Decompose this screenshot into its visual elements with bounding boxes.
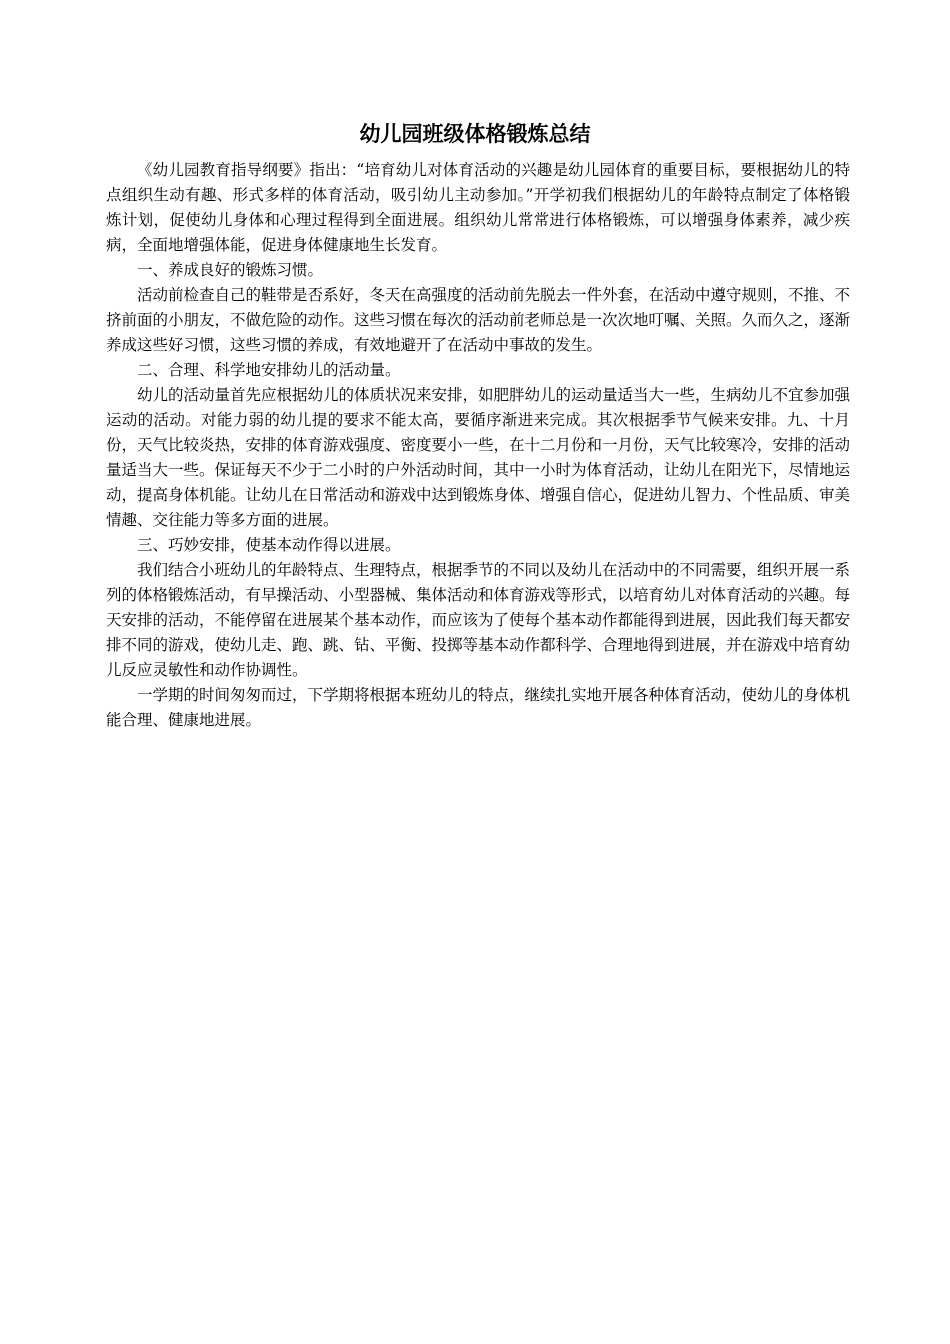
paragraph-section-2: 幼儿的活动量首先应根据幼儿的体质状况来安排，如肥胖幼儿的运动量适当大一些，生病幼儿不宜参加强运动的活动。对能力弱的幼儿提的要求不能太高，要循序渐进来完成。其次根据季节气候来安排。九、十月份，天气比较炎热，安排的体育游戏强度、密度要小一些，在十二月份和一月份，天气比较寒冷，安排的活动量适当大一些。保证每天不少于二小时的户外活动时间，其中一小时为体育活动，让幼儿在阳光下，尽情地运动，提高身体机能。让幼儿在日常活动和游戏中达到锻炼身体、增强自信心，促进幼儿智力、个性品质、审美情趣、交往能力等多方面的进展。 bbox=[106, 386, 851, 529]
document-title: 幼儿园班级体格锻炼总结 bbox=[359, 121, 591, 146]
document-body bbox=[106, 158, 850, 733]
paragraph-conclusion: 一学期的时间匆匆而过，下学期将根据本班幼儿的特点，继续扎实地开展各种体育活动，使幼儿的身体机能合理、健康地进展。 bbox=[106, 686, 851, 729]
section-heading-1: 一、养成良好的锻炼习惯。 bbox=[137, 261, 324, 279]
paragraph-section-3: 我们结合小班幼儿的年龄特点、生理特点，根据季节的不同以及幼儿在活动中的不同需要，组织开展一系列的体格锻炼活动，有早操活动、小型器械、集体活动和体育游戏等形式，以培育幼儿对体育活动的兴趣。每天安排的活动，不能停留在进展某个基本动作，而应该为了使每个基本动作都能得到进展，因此我们每天都安排不同的游戏，使幼儿走、跑、跳、钻、平衡、投掷等基本动作都科学、合理地得到进展，并在游戏中培育幼儿反应灵敏性和动作协调性。 bbox=[106, 561, 851, 679]
paragraph-section-1: 活动前检查自己的鞋带是否系好，冬天在高强度的活动前先脱去一件外套，在活动中遵守规则，不推、不挤前面的小朋友，不做危险的动作。这些习惯在每次的活动前老师总是一次次地叮嘱、关照。久而久之，逐渐养成这些好习惯，这些习惯的养成，有效地避开了在活动中事故的发生。 bbox=[106, 286, 851, 354]
section-heading-2: 二、合理、科学地安排幼儿的活动量。 bbox=[137, 361, 401, 379]
section-heading-3: 三、巧妙安排，使基本动作得以进展。 bbox=[137, 536, 401, 554]
paragraph-intro: 《幼儿园教育指导纲要》指出：“培育幼儿对体育活动的兴趣是幼儿园体育的重要目标，要根据幼儿的特点组织生动有趣、形式多样的体育活动，吸引幼儿主动参加。”开学初我们根据幼儿的年龄特点制定了体格锻炼计划，促使幼儿身体和心理过程得到全面进展。组织幼儿常常进行体格锻炼，可以增强身体素养，减少疾病，全面地增强体能，促进身体健康地生长发育。 bbox=[106, 161, 850, 254]
